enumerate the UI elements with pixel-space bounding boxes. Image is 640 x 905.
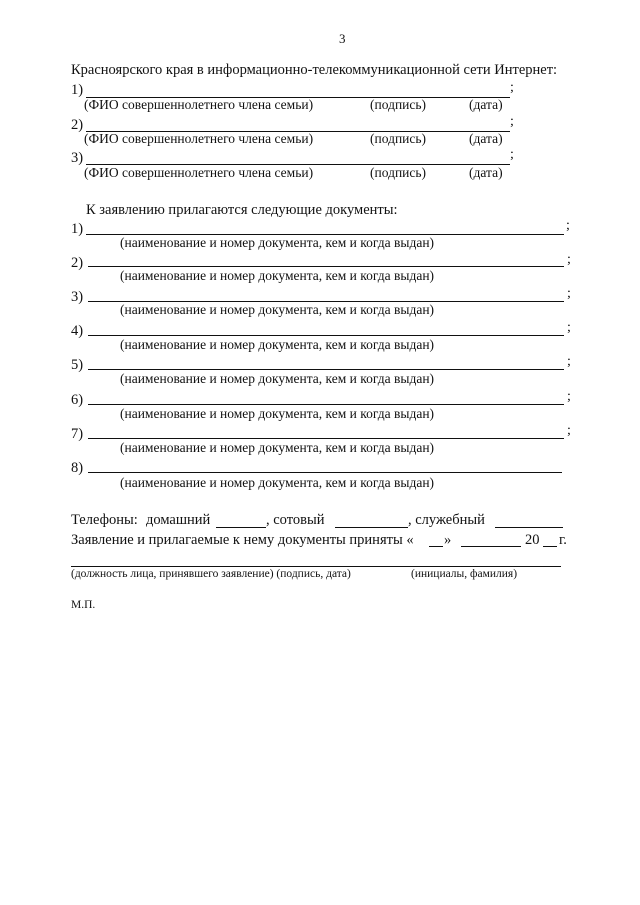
family-end-mark: ;	[510, 80, 514, 95]
intro-text: Красноярского края в информационно-телекоммуникационной сети Интернет:	[71, 62, 558, 78]
phone-work-label: , служебный	[408, 512, 485, 528]
document-number: 4)	[71, 323, 84, 339]
document-caption: (наименование и номер документа, кем и когда выдан)	[120, 235, 435, 250]
fio-caption: (ФИО совершеннолетнего члена семьи)	[84, 97, 314, 112]
accepted-month-field[interactable]	[461, 546, 521, 547]
family-number: 3)	[71, 150, 84, 166]
date-caption: (дата)	[469, 165, 503, 180]
stamp-place: М.П.	[71, 599, 96, 611]
phone-mobile-field[interactable]	[335, 527, 408, 528]
document-caption: (наименование и номер документа, кем и когда выдан)	[120, 302, 435, 317]
document-caption: (наименование и номер документа, кем и когда выдан)	[120, 371, 435, 386]
date-caption: (дата)	[469, 97, 503, 112]
document-line[interactable]	[88, 266, 564, 267]
phones-label: Телефоны:	[71, 512, 138, 528]
phone-home-field[interactable]	[216, 527, 266, 528]
family-end-mark: ;	[510, 114, 514, 129]
accepted-text: Заявление и прилагаемые к нему документы приняты «	[71, 532, 414, 548]
family-end-mark: ;	[510, 147, 514, 162]
document-end-mark: ;	[567, 286, 571, 301]
family-number: 2)	[71, 117, 84, 133]
accepted-year-suffix: г.	[559, 532, 567, 548]
document-caption: (наименование и номер документа, кем и когда выдан)	[120, 406, 435, 421]
document-number: 1)	[71, 221, 84, 237]
document-end-mark: ;	[567, 423, 571, 438]
official-initials-caption: (инициалы, фамилия)	[411, 568, 518, 580]
document-line[interactable]	[88, 438, 564, 439]
document-end-mark: ;	[567, 354, 571, 369]
document-number: 3)	[71, 289, 84, 305]
document-caption: (наименование и номер документа, кем и когда выдан)	[120, 475, 435, 490]
document-number: 2)	[71, 255, 84, 271]
document-line[interactable]	[88, 404, 564, 405]
family-number: 1)	[71, 82, 84, 98]
document-number: 5)	[71, 357, 84, 373]
signature-caption: (подпись)	[370, 97, 427, 112]
official-signature-line[interactable]	[71, 566, 561, 567]
document-caption: (наименование и номер документа, кем и когда выдан)	[120, 268, 435, 283]
document-end-mark: ;	[566, 218, 570, 233]
fio-caption: (ФИО совершеннолетнего члена семьи)	[84, 131, 314, 146]
document-caption: (наименование и номер документа, кем и когда выдан)	[120, 440, 435, 455]
fio-caption: (ФИО совершеннолетнего члена семьи)	[84, 165, 314, 180]
document-line[interactable]	[88, 472, 562, 473]
signature-caption: (подпись)	[370, 131, 427, 146]
page-number: 3	[339, 31, 346, 46]
document-number: 8)	[71, 460, 84, 476]
document-number: 6)	[71, 392, 84, 408]
documents-heading: К заявлению прилагаются следующие документы:	[86, 202, 398, 218]
document-end-mark: ;	[567, 320, 571, 335]
phone-work-field[interactable]	[495, 527, 563, 528]
accepted-close-quote: »	[444, 532, 452, 548]
document-end-mark: ;	[567, 252, 571, 267]
accepted-year-prefix: 20	[525, 532, 540, 548]
signature-caption: (подпись)	[370, 165, 427, 180]
accepted-year-field[interactable]	[543, 546, 557, 547]
date-caption: (дата)	[469, 131, 503, 146]
phone-home-label: домашний	[146, 512, 211, 528]
official-position-caption: (должность лица, принявшего заявление) (подпись, дата)	[71, 568, 351, 580]
document-line[interactable]	[88, 335, 564, 336]
phone-mobile-label: , сотовый	[266, 512, 325, 528]
document-line[interactable]	[88, 369, 564, 370]
document-caption: (наименование и номер документа, кем и когда выдан)	[120, 337, 435, 352]
document-number: 7)	[71, 426, 84, 442]
accepted-day-field[interactable]	[429, 546, 443, 547]
document-end-mark: ;	[567, 389, 571, 404]
